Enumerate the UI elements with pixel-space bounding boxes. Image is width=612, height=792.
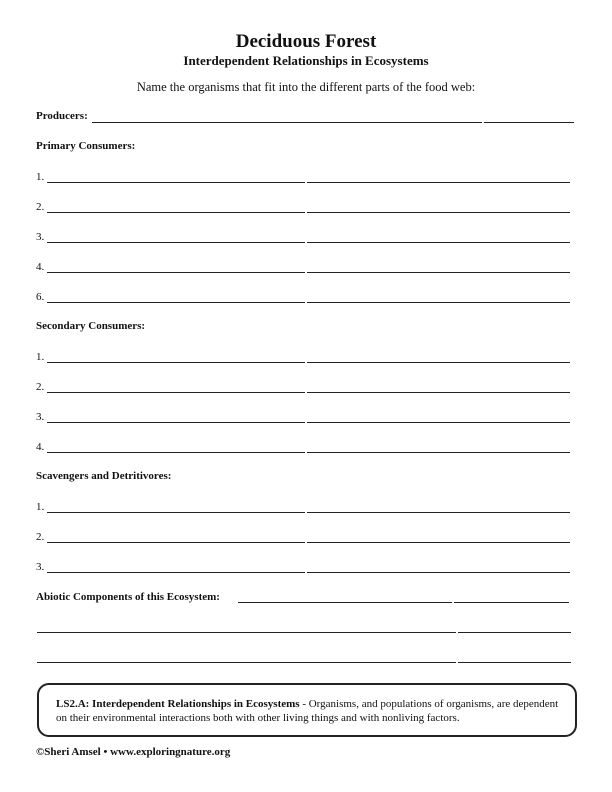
producers-label: Producers: bbox=[36, 110, 88, 122]
line-gap bbox=[305, 572, 307, 573]
primary-item-number: 1. bbox=[36, 171, 45, 183]
line-gap bbox=[456, 632, 458, 633]
secondary-item-number: 2. bbox=[36, 381, 45, 393]
line-gap bbox=[305, 272, 307, 273]
line-gap bbox=[305, 182, 307, 183]
primary-item-number: 6. bbox=[36, 291, 45, 303]
line-gap bbox=[305, 392, 307, 393]
secondary-answer-line[interactable] bbox=[47, 452, 570, 453]
secondary-answer-line[interactable] bbox=[47, 422, 570, 423]
primary-consumers-label: Primary Consumers: bbox=[36, 140, 136, 152]
primary-item-number: 3. bbox=[36, 231, 45, 243]
scavenger-item-number: 1. bbox=[36, 501, 45, 513]
abiotic-answer-line[interactable] bbox=[37, 632, 571, 633]
secondary-answer-line[interactable] bbox=[47, 362, 570, 363]
producers-answer-line[interactable] bbox=[92, 122, 574, 123]
line-gap bbox=[452, 602, 454, 603]
primary-answer-line[interactable] bbox=[47, 212, 570, 213]
line-gap bbox=[305, 242, 307, 243]
primary-item-number: 2. bbox=[36, 201, 45, 213]
standard-code: LS2.A: Interdependent Relationships in Ecosystems bbox=[56, 698, 300, 710]
secondary-answer-line[interactable] bbox=[47, 392, 570, 393]
abiotic-answer-line[interactable] bbox=[37, 662, 571, 663]
secondary-item-number: 3. bbox=[36, 411, 45, 423]
primary-answer-line[interactable] bbox=[47, 242, 570, 243]
line-gap bbox=[305, 362, 307, 363]
page-title: Deciduous Forest bbox=[235, 31, 377, 52]
line-gap bbox=[482, 122, 484, 123]
standard-description: - Organisms, and populations of organisms, are dependent on their environmental interactions both with other living things and with nonliving factors. bbox=[56, 698, 559, 724]
abiotic-label: Abiotic Components of this Ecosystem: bbox=[36, 591, 220, 603]
instructions: Name the organisms that fit into the different parts of the food web: bbox=[136, 80, 476, 94]
page-subtitle: Interdependent Relationships in Ecosystems bbox=[183, 53, 429, 68]
primary-item-number: 4. bbox=[36, 261, 45, 273]
abiotic-answer-line[interactable] bbox=[238, 602, 569, 603]
scavenger-item-number: 3. bbox=[36, 561, 45, 573]
line-gap bbox=[305, 212, 307, 213]
line-gap bbox=[456, 662, 458, 663]
primary-answer-line[interactable] bbox=[47, 182, 570, 183]
scavenger-answer-line[interactable] bbox=[47, 572, 570, 573]
scavenger-answer-line[interactable] bbox=[47, 542, 570, 543]
standard-text bbox=[56, 697, 566, 725]
copyright-footer: ©Sheri Amsel • www.exploringnature.org bbox=[36, 746, 231, 758]
scavenger-answer-line[interactable] bbox=[47, 512, 570, 513]
scavenger-item-number: 2. bbox=[36, 531, 45, 543]
line-gap bbox=[305, 302, 307, 303]
line-gap bbox=[305, 452, 307, 453]
secondary-consumers-label: Secondary Consumers: bbox=[36, 320, 146, 332]
primary-answer-line[interactable] bbox=[47, 302, 570, 303]
scavengers-label: Scavengers and Detritivores: bbox=[36, 470, 172, 482]
secondary-item-number: 1. bbox=[36, 351, 45, 363]
primary-answer-line[interactable] bbox=[47, 272, 570, 273]
line-gap bbox=[305, 422, 307, 423]
line-gap bbox=[305, 542, 307, 543]
secondary-item-number: 4. bbox=[36, 441, 45, 453]
line-gap bbox=[305, 512, 307, 513]
